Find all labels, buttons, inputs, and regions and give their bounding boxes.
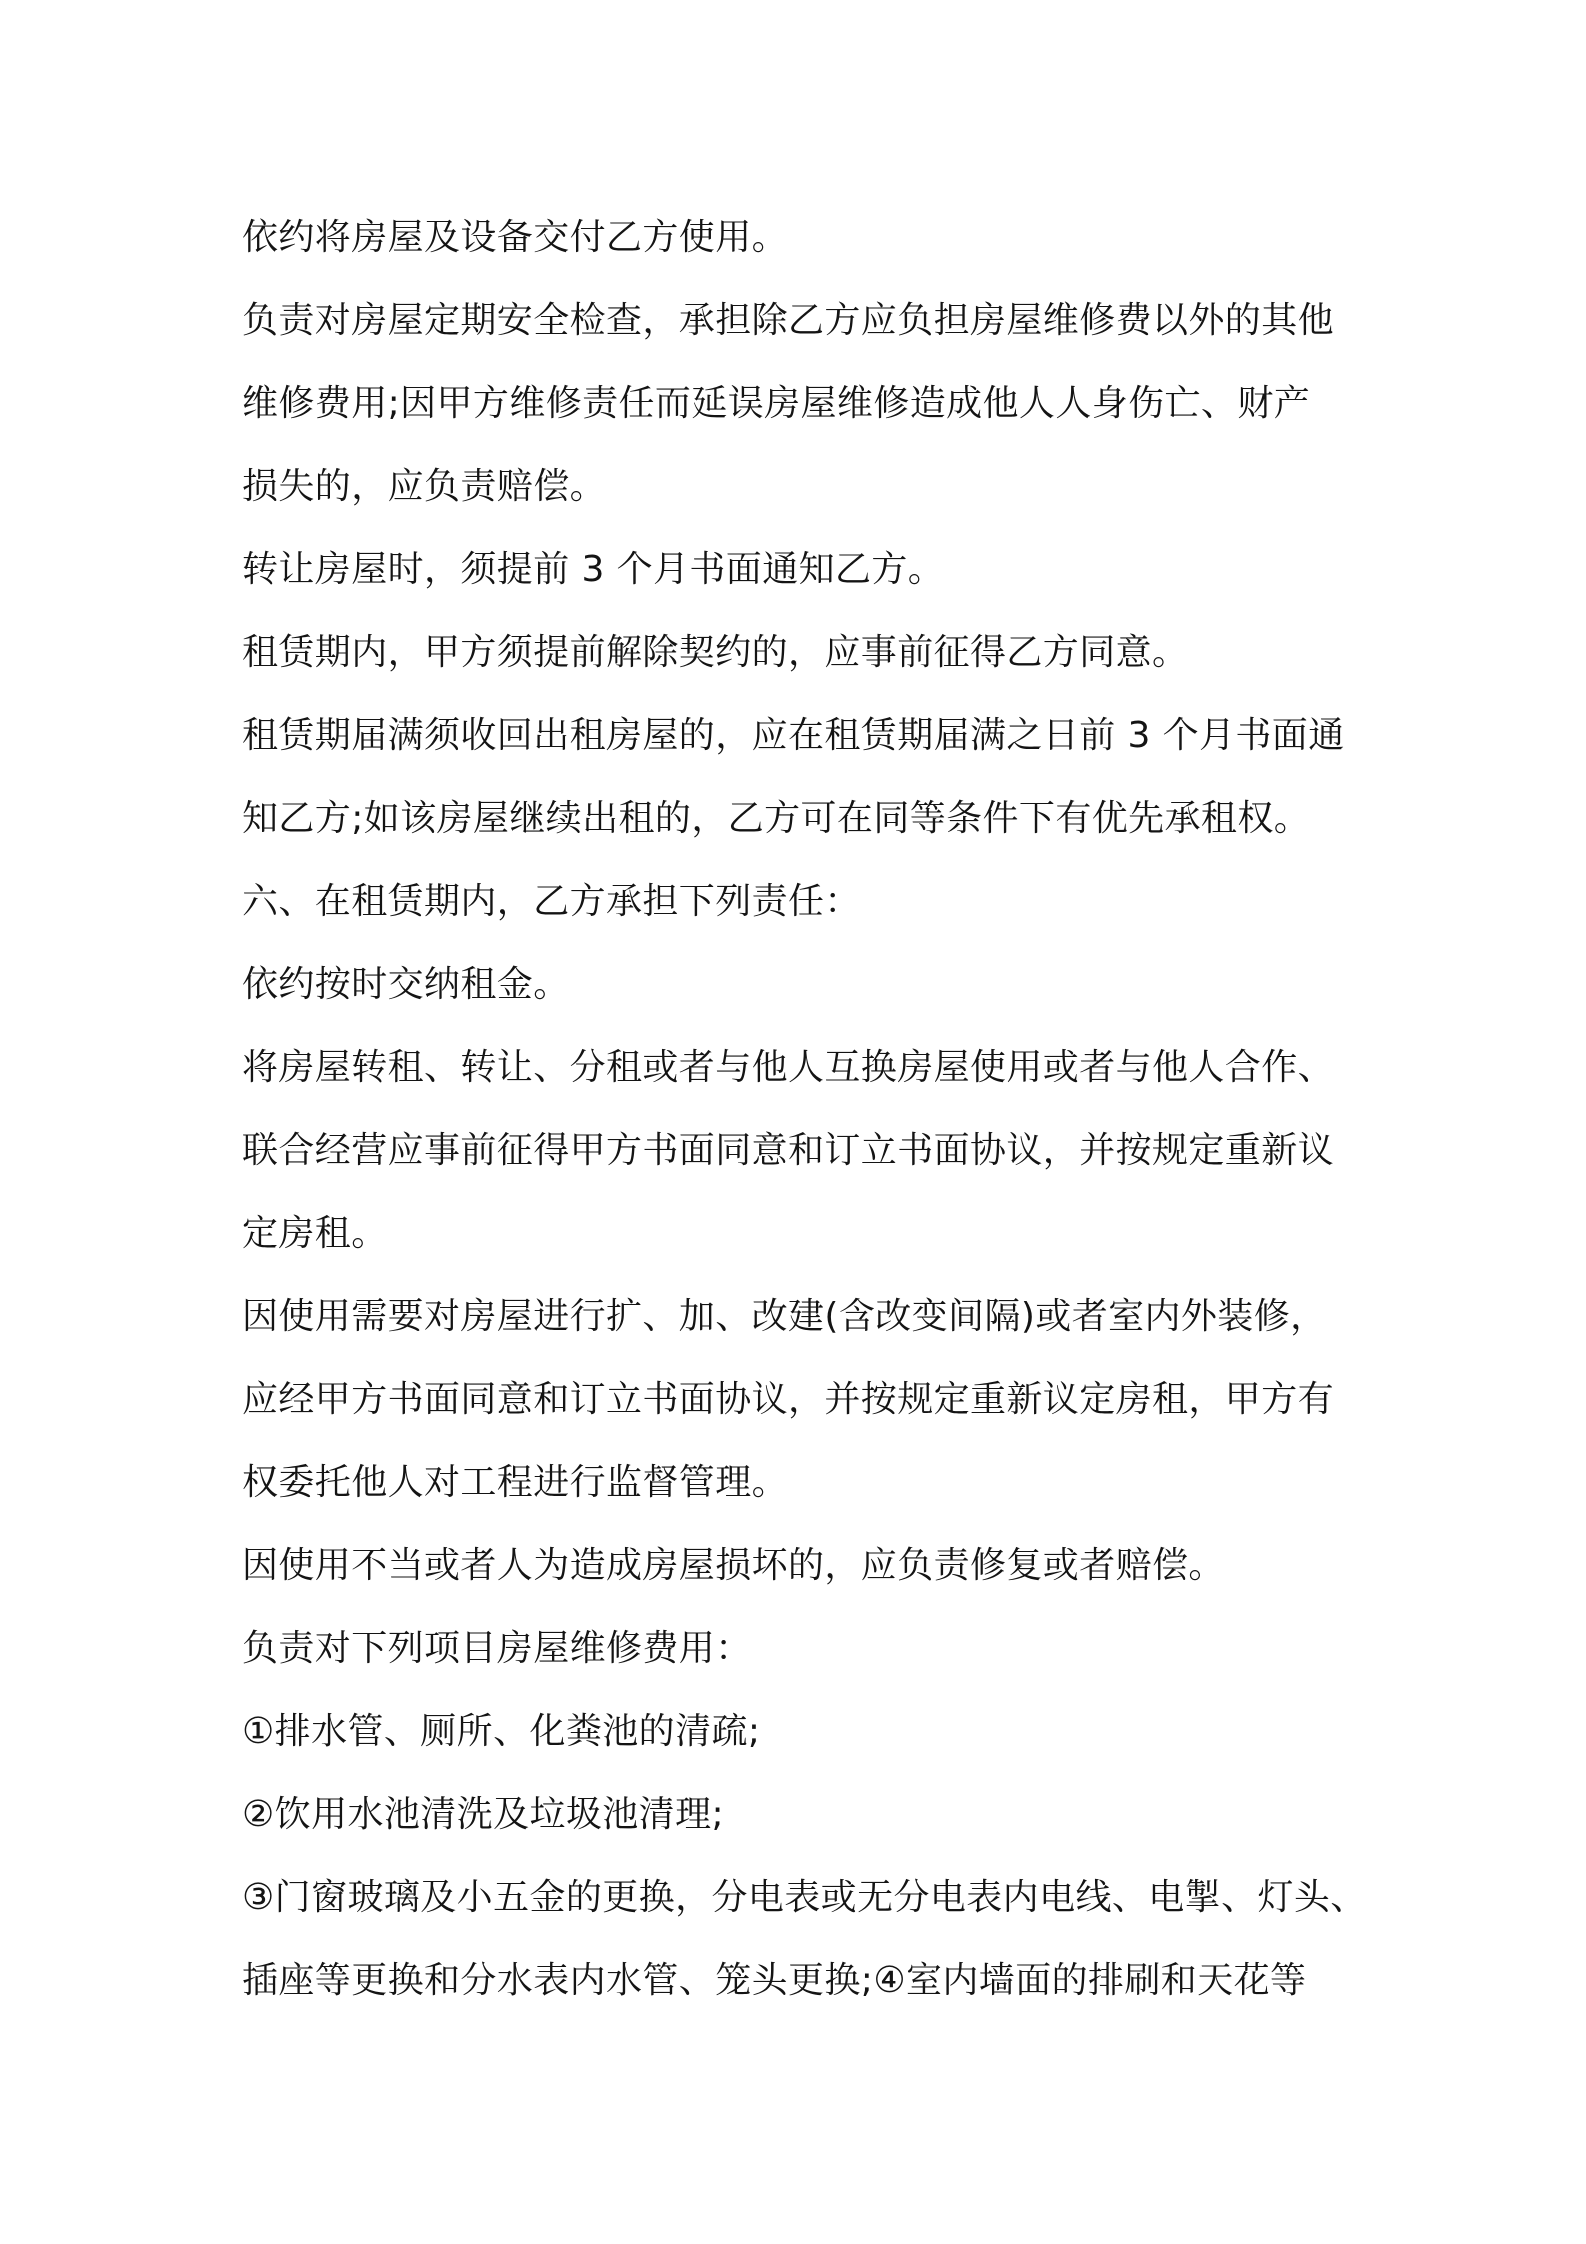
text-line: 应经甲方书面同意和订立书面协议，并按规定重新议定房租，甲方有: [242, 1379, 1335, 1420]
list-item: ①排水管、厕所、化粪池的清疏;: [242, 1711, 761, 1752]
text-line: 负责对下列项目房屋维修费用：: [242, 1628, 752, 1669]
text-line: 定房租。: [242, 1213, 388, 1254]
text-line: 权委托他人对工程进行监督管理。: [242, 1462, 789, 1503]
section-heading: 六、在租赁期内，乙方承担下列责任：: [242, 881, 861, 922]
text-line: 因使用不当或者人为造成房屋损坏的，应负责修复或者赔偿。: [242, 1545, 1225, 1586]
text-line: 租赁期内，甲方须提前解除契约的，应事前征得乙方同意。: [242, 632, 1189, 673]
text-line: 知乙方;如该房屋继续出租的，乙方可在同等条件下有优先承租权。: [242, 798, 1311, 839]
text-line: 负责对房屋定期安全检查，承担除乙方应负担房屋维修费以外的其他: [242, 300, 1335, 341]
text-line: 损失的，应负责赔偿。: [242, 466, 607, 507]
text-line: 联合经营应事前征得甲方书面同意和订立书面协议，并按规定重新议: [242, 1130, 1335, 1171]
list-item: ②饮用水池清洗及垃圾池清理;: [242, 1794, 725, 1835]
list-item: 插座等更换和分水表内水管、笼头更换;④室内墙面的排刷和天花等: [242, 1960, 1307, 2001]
text-line: 将房屋转租、转让、分租或者与他人互换房屋使用或者与他人合作、: [242, 1047, 1335, 1088]
list-item: ③门窗玻璃及小五金的更换，分电表或无分电表内电线、电掣、灯头、: [242, 1877, 1367, 1918]
text-line: 转让房屋时，须提前 3 个月书面通知乙方。: [242, 549, 945, 590]
text-line: 依约按时交纳租金。: [242, 964, 570, 1005]
text-line: 租赁期届满须收回出租房屋的，应在租赁期届满之日前 3 个月书面通: [242, 715, 1345, 756]
text-line: 因使用需要对房屋进行扩、加、改建(含改变间隔)或者室内外装修，: [242, 1296, 1327, 1337]
document-body: [242, 196, 1367, 2022]
text-line: 依约将房屋及设备交付乙方使用。: [242, 217, 789, 258]
text-line: 维修费用;因甲方维修责任而延误房屋维修造成他人人身伤亡、财产: [242, 383, 1311, 424]
